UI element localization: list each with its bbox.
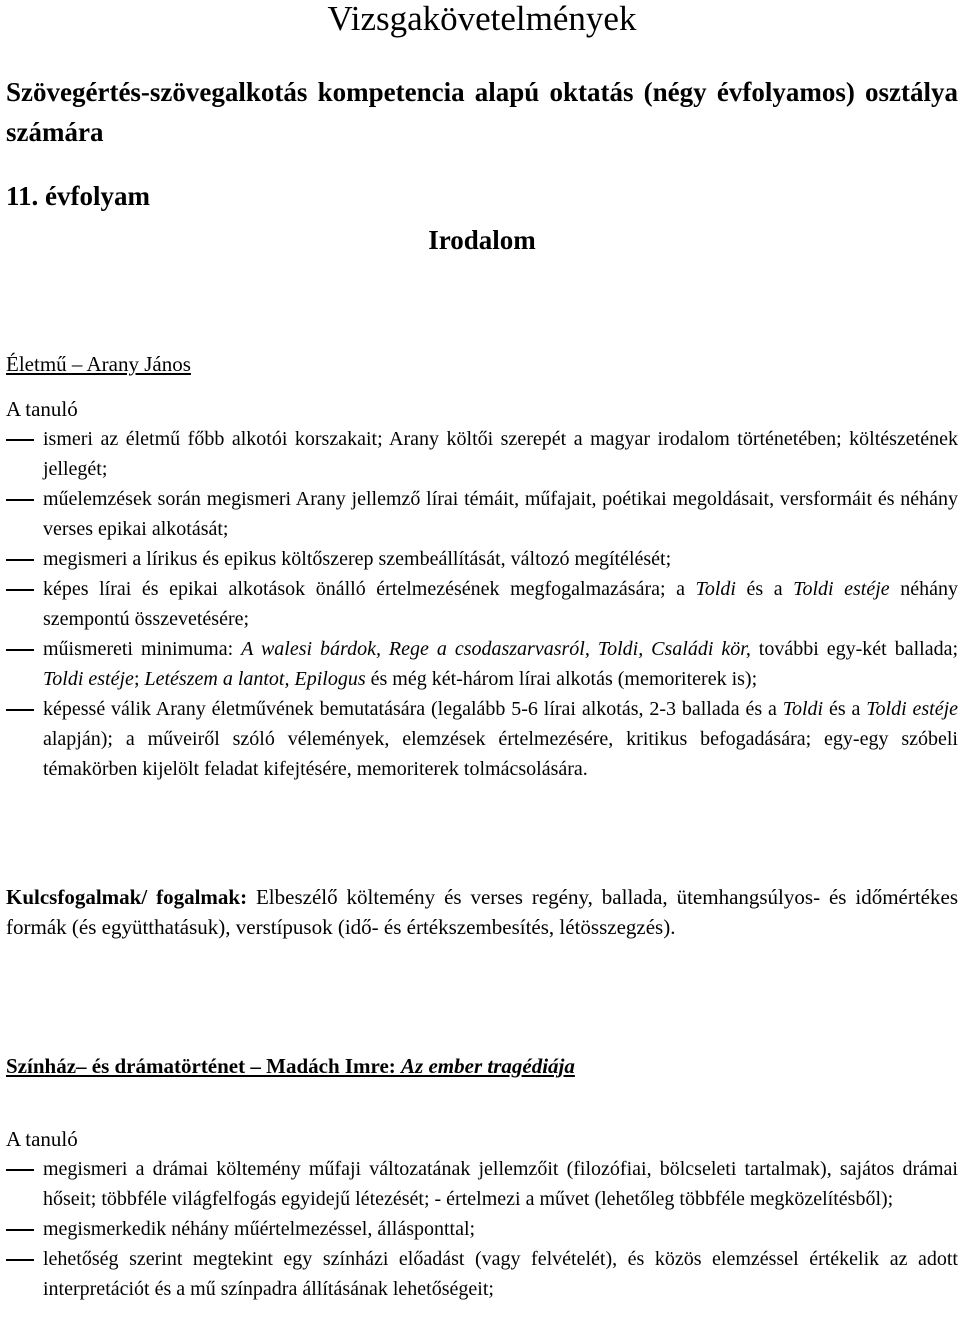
key-concepts-text: Elbeszélő költemény és verses regény, ballada, ütemhangsúlyos- és időmértékes formák (és együtthatásuk), verstípusok (idő- és értékszembesítés, létösszegzés). <box>6 885 958 939</box>
list-item <box>6 1244 958 1304</box>
list-item-text: műelemzések során megismeri Arany jellemző lírai témáit, műfajait, poétikai megoldásait, versformáit és néhány verses epikai alkotását; <box>43 488 958 540</box>
subject-label: Irodalom <box>428 225 536 255</box>
work-title: Toldi estéje <box>866 698 958 720</box>
key-concepts-label: Kulcsfogalmak/ fogalmak: <box>6 885 248 909</box>
list-item <box>6 694 958 784</box>
work-title: Toldi <box>782 698 824 720</box>
work-title: Toldi estéje <box>793 578 890 600</box>
list-item <box>6 424 958 484</box>
key-concepts <box>6 882 958 942</box>
list-item-text: megismerkedik néhány műértelmezéssel, állásponttal; <box>43 1218 476 1240</box>
list-item <box>6 634 958 694</box>
list-item-text: további egy-két ballada; <box>750 638 959 660</box>
work-title: Toldi estéje <box>43 668 134 690</box>
list-item-text: képes lírai és epikai alkotások önálló értelmezésének megfogalmazására; a <box>43 578 696 600</box>
grade-label: 11. évfolyam <box>6 181 150 211</box>
requirements-list-arany <box>6 424 958 784</box>
list-item-text: és a <box>735 578 794 600</box>
list-item-text: ; <box>133 668 145 690</box>
list-item-text: műismereti minimuma: <box>43 638 242 660</box>
list-item <box>6 1154 958 1214</box>
requirements-list-madach <box>6 1154 958 1304</box>
section-intro-madach: A tanuló <box>6 1127 78 1151</box>
list-item-text: lehetőség szerint megtekint egy színházi előadást (vagy felvételét), és közös elemzéssel értékelik az adott interpretációt és a mű színpadra állításának lehetőségeit; <box>43 1248 958 1300</box>
list-item-text: képessé válik Arany életművének bemutatására (legalább 5-6 lírai alkotás, 2-3 ballada és a <box>43 698 783 720</box>
list-item-text: megismeri a drámai költemény műfaji változatának jellemzőit (filozófiai, bölcseleti tartalmak), sajátos drámai hőseit; többféle világfelfogás egyidejű létezését; - értelmezi a művet (lehetőleg többféle megközelítésből); <box>43 1158 958 1210</box>
work-title: A walesi bárdok, Rege a csodaszarvasról, Toldi, Családi kör, <box>241 638 751 660</box>
list-item <box>6 544 958 574</box>
work-title: Toldi <box>695 578 736 600</box>
list-item-text: alapján); a műveiről szóló vélemények, elemzések értelmezésére, kritikus befogadására; egy-egy szóbeli témakörben kijelölt feladat kifejtésére, memoriterek tolmácsolására. <box>43 728 958 780</box>
section-heading-arany: Életmű – Arany János <box>6 352 191 376</box>
list-item-text: ismeri az életmű főbb alkotói korszakait; Arany költői szerepét a magyar irodalom történetében; költészetének jellegét; <box>43 428 958 480</box>
list-item <box>6 574 958 634</box>
work-title: Letészem a lantot, Epilogus <box>144 668 366 690</box>
section-intro-arany: A tanuló <box>6 397 78 421</box>
document-title: Vizsgakövetelmények <box>327 0 637 38</box>
document-subtitle: Szövegértés-szövegalkotás kompetencia alapú oktatás (négy évfolyamos) osztálya számára <box>6 77 958 147</box>
document-page <box>6 0 959 1300</box>
list-item-text: és a <box>823 698 867 720</box>
section-heading-madach <box>6 1052 575 1080</box>
section-heading-madach-work: Az ember tragédiája <box>401 1054 575 1078</box>
list-item-text: néhány szempontú összevetésére; <box>43 578 958 630</box>
list-item <box>6 1214 958 1244</box>
list-item <box>6 484 958 544</box>
list-item-text: és még két-három lírai alkotás (memoriterek is); <box>365 668 758 690</box>
list-item-text: megismeri a lírikus és epikus költőszerep szembeállítását, változó megítélését; <box>43 548 672 570</box>
section-heading-madach-prefix: Színház– és drámatörténet – Madách Imre: <box>6 1054 402 1078</box>
